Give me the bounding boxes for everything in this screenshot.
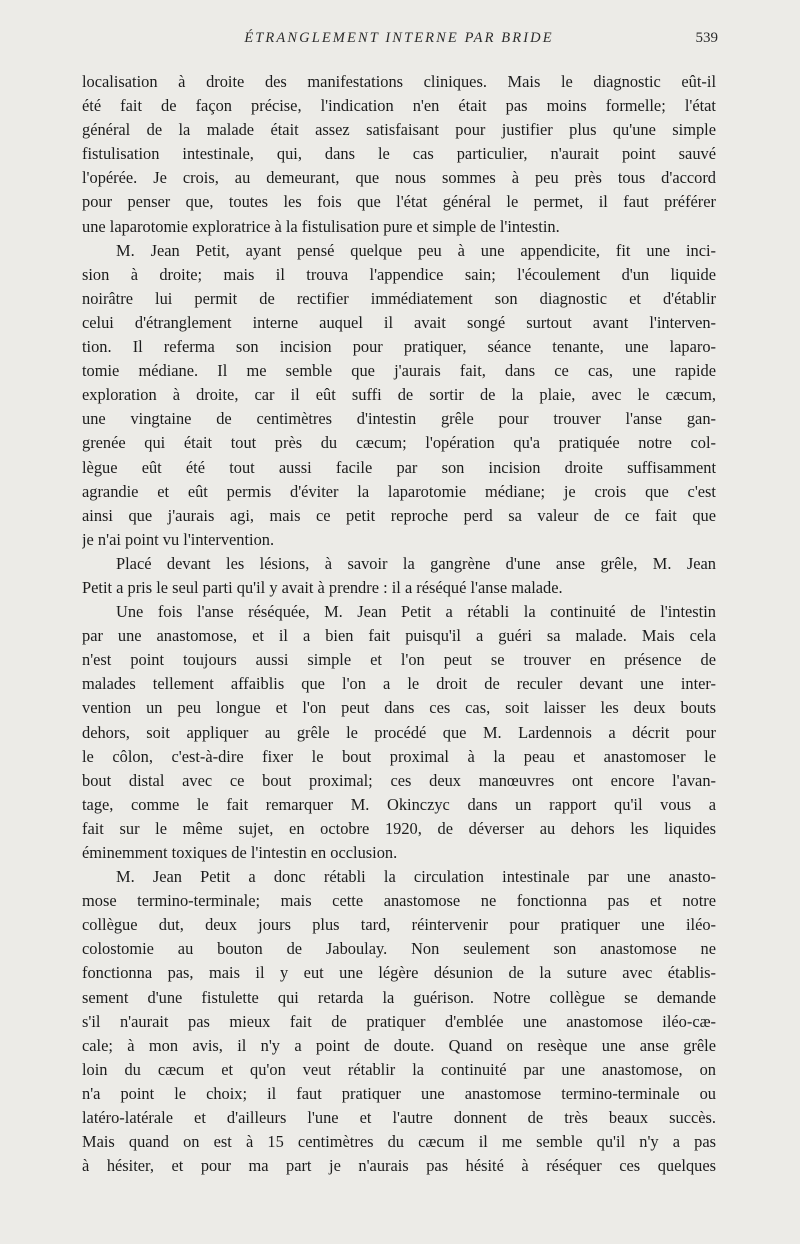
text-line: Mais quand on est à 15 centimètres du cæcum il me semble qu'il n'y a pas [82, 1132, 716, 1152]
text-line: lègue eût été tout aussi facile par son incision droite suffisamment [82, 457, 716, 477]
text-line: dehors, soit appliquer au grêle le procédé que M. Lardennois a décrit pour [82, 722, 716, 742]
text-line: général de la malade était assez satisfaisant pour justifier plus qu'une simple [82, 120, 716, 140]
text-line: sion à droite; mais il trouva l'appendice sain; l'écoulement d'un liquide [82, 264, 716, 284]
text-line: à hésiter, et pour ma part je n'aurais pas hésité à réséquer ces quelques [82, 1156, 716, 1176]
text-line: pour penser que, toutes les fois que l'état général le permet, il faut préférer [82, 192, 716, 212]
text-line: Une fois l'anse réséquée, M. Jean Petit a rétabli la continuité de l'intestin [116, 602, 716, 622]
text-line: fonctionna pas, mais il y eut une légère désunion de la suture avec établis- [82, 963, 716, 983]
text-line: sement d'une fistulette qui retarda la guérison. Notre collègue se demande [82, 987, 716, 1007]
text-line: le côlon, c'est-à-dire fixer le bout proximal à la peau et anastomoser le [82, 746, 716, 766]
text-line: fistulisation intestinale, qui, dans le cas particulier, n'aurait point sauvé [82, 144, 716, 164]
body-text [82, 70, 716, 1178]
text-line: tomie médiane. Il me semble que j'aurais fait, dans ce cas, une rapide [82, 361, 716, 381]
text-line: Placé devant les lésions, à savoir la gangrène d'une anse grêle, M. Jean [116, 553, 716, 573]
text-line: tage, comme le fait remarquer M. Okinczyc dans un rapport qu'il vous a [82, 794, 716, 814]
text-line: s'il n'aurait pas mieux fait de pratiquer d'emblée une anastomose iléo-cæ- [82, 1011, 716, 1031]
text-line: malades tellement affaiblis que l'on a le droit de reculer devant une inter- [82, 674, 716, 694]
text-line: colostomie au bouton de Jaboulay. Non seulement son anastomose ne [82, 939, 716, 959]
text-line: fait sur le même sujet, en octobre 1920, de déverser au dehors les liquides [82, 818, 716, 838]
text-line: mose termino-terminale; mais cette anastomose ne fonctionna pas et notre [82, 891, 716, 911]
text-line: exploration à droite, car il eût suffi de sortir de la plaie, avec le cæcum, [82, 385, 716, 405]
text-line: collègue dut, deux jours plus tard, réintervenir pour pratiquer une iléo- [82, 915, 716, 935]
text-line: ainsi que j'aurais agi, mais ce petit reproche perd sa valeur de ce fait que [82, 505, 716, 525]
text-line: été fait de façon précise, l'indication n'en était pas moins formelle; l'état [82, 96, 716, 116]
text-line: bout distal avec ce bout proximal; ces deux manœuvres ont encore l'avan- [82, 770, 716, 790]
text-line: je n'ai point vu l'intervention. [82, 529, 275, 549]
text-line: celui d'étranglement interne auquel il avait songé surtout avant l'interven- [82, 312, 716, 332]
text-line: grenée qui était tout près du cæcum; l'opération qu'a pratiquée notre col- [82, 433, 716, 453]
text-line: noirâtre lui permit de rectifier immédiatement son diagnostic et d'établir [82, 288, 716, 308]
text-line: une vingtaine de centimètres d'intestin grêle pour trouver l'anse gan- [82, 409, 716, 429]
text-line: vention un peu longue et l'on peut dans ces cas, soit laisser les deux bouts [82, 698, 716, 718]
text-line: Petit a pris le seul parti qu'il y avait à prendre : il a réséqué l'anse malade. [82, 577, 563, 597]
text-line: par une anastomose, et il a bien fait puisqu'il a guéri sa malade. Mais cela [82, 626, 716, 646]
page-number: 539 [695, 30, 718, 46]
text-line: agrandie et eût permis d'éviter la laparotomie médiane; je crois que c'est [82, 481, 716, 501]
text-line: localisation à droite des manifestations cliniques. Mais le diagnostic eût-il [82, 72, 716, 91]
text-line: cale; à mon avis, il n'y a point de doute. Quand on resèque une anse grêle [82, 1035, 716, 1055]
text-line: M. Jean Petit a donc rétabli la circulation intestinale par une anasto- [116, 867, 716, 887]
text-line: latéro-latérale et d'ailleurs l'une et l'autre donnent de très beaux succès. [82, 1108, 716, 1128]
text-line: tion. Il referma son incision pour pratiquer, séance tenante, une laparo- [82, 337, 716, 357]
text-line: M. Jean Petit, ayant pensé quelque peu à une appendicite, fit une inci- [116, 240, 716, 260]
running-title: ÉTRANGLEMENT INTERNE PAR BRIDE [244, 30, 554, 46]
text-line: une laparotomie exploratrice à la fistulisation pure et simple de l'intestin. [82, 216, 560, 236]
text-line: n'est point toujours aussi simple et l'on peut se trouver en présence de [82, 650, 716, 670]
text-line: l'opérée. Je crois, au demeurant, que nous sommes à peu près tous d'accord [82, 168, 716, 188]
text-line: éminemment toxiques de l'intestin en occlusion. [82, 843, 398, 862]
text-line: loin du cæcum et qu'on veut rétablir la continuité par une anastomose, on [82, 1059, 716, 1079]
page-header [82, 30, 716, 52]
text-line: n'a point le choix; il faut pratiquer une anastomose termino-terminale ou [82, 1083, 716, 1103]
